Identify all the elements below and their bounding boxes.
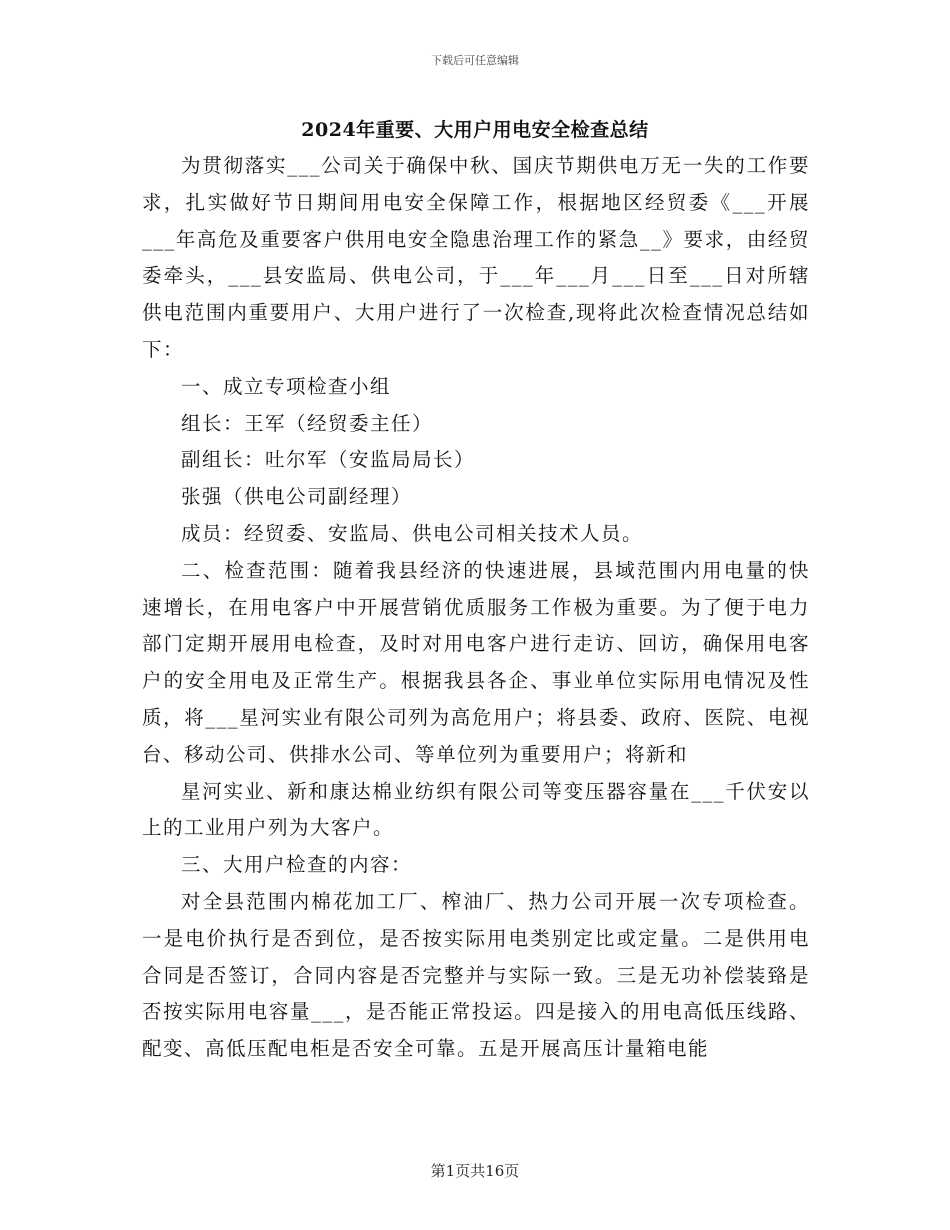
paragraph-scope-continued: 星河实业、新和康达棉业纺织有限公司等变压器容量在___千伏安以上的工业用户列为大客户。: [142, 779, 810, 840]
header-note: 下载后可任意编辑: [431, 54, 519, 67]
team-deputy-leader: 副组长：吐尔军（安监局局长）: [181, 448, 476, 472]
team-deputy-leader-2: 张强（供电公司副经理）: [181, 485, 413, 509]
paragraph-scope: 二、检查范围：随着我县经济的快速进展，县域范围内用电量的快速增长，在用电客户中开展营销优质服务工作极为重要。为了便于电力部门定期开展用电检查，及时对用电客户进行走访、回访，确保用电客户的安全用电及正常生产。根据我县各企、事业单位实际用电情况及性质，将___星河实业有限公司列为高危用户；将县委、政府、医院、电视台、移动公司、供排水公司、等单位列为重要用户；将新和: [142, 558, 810, 766]
team-leader: 组长：王军（经贸委主任）: [181, 411, 434, 435]
paragraph-inspection-content: 对全县范围内棉花加工厂、榨油厂、热力公司开展一次专项检查。一是电价执行是否到位，是否按实际用电类别定比或定量。二是供用电合同是否签订，合同内容是否完整并与实际一致。三是无功补偿装臵是否按实际用电容量___，是否能正常投运。四是接入的用电高低压线路、配变、高低压配电柜是否安全可靠。五是开展高压计量箱电能: [142, 889, 810, 1061]
document-title: 2024年重要、大用户用电安全检查总结: [301, 119, 649, 141]
section-heading-3: 三、大用户检查的内容：: [181, 853, 413, 877]
document-body: [142, 148, 810, 1068]
section-heading-1: 一、成立专项检查小组: [181, 374, 392, 398]
team-members: 成员：经贸委、安监局、供电公司相关技术人员。: [181, 521, 644, 545]
paragraph-intro: 为贯彻落实___公司关于确保中秋、国庆节期供电万无一失的工作要求，扎实做好节日期间用电安全保障工作，根据地区经贸委《___开展___年高危及重要客户供用电安全隐患治理工作的紧急__》要求，由经贸委牵头，___县安监局、供电公司，于___年___月___日至___日对所辖供电范围内重要用户、大用户进行了一次检查,现将此次检查情况总结如下：: [142, 154, 810, 361]
page-number: 第1页共16页: [430, 1162, 520, 1180]
